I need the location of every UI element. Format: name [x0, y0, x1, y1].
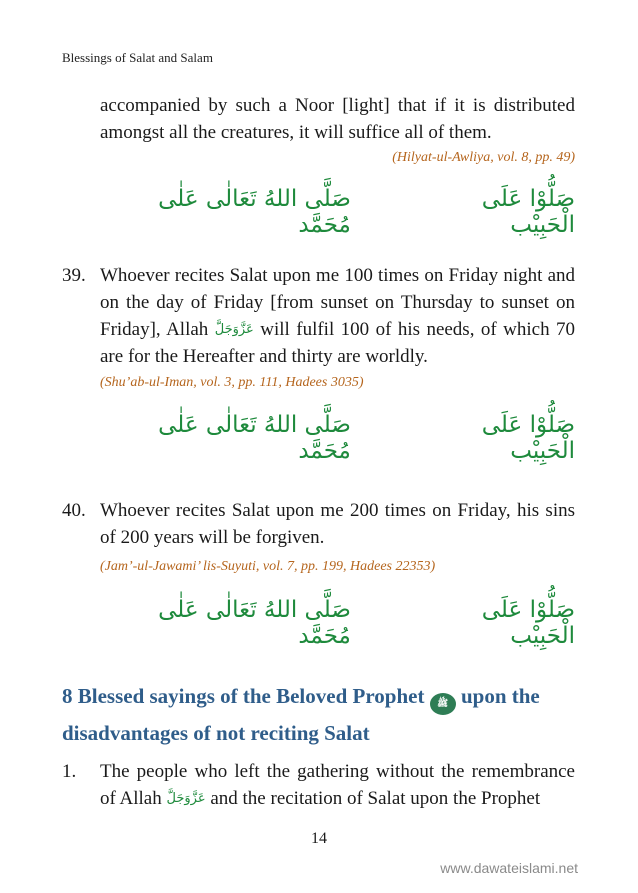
- item-text: [100, 758, 575, 812]
- website-url: www.dawateislami.net: [440, 860, 578, 876]
- intro-paragraph: accompanied by such a Noor [light] that if it is distributed amongst all the creatures, it will suffice all of them.: [100, 95, 575, 143]
- item-text: [100, 262, 575, 370]
- heading-text-before: 8 Blessed sayings of the Beloved Prophet: [62, 684, 425, 708]
- heading-text-after: upon the disadvantages of not reciting Salat: [62, 684, 540, 745]
- durood-right: صَلُّوْا عَلَى الْحَبِيْب: [481, 186, 575, 238]
- item-number: 1.: [62, 761, 77, 782]
- item-number: 40.: [62, 500, 86, 521]
- item-text-before: Whoever recites Salat upon me 100 times on Friday night and on the day of Friday [from sunset on Thursday to sunset on Friday], Allah: [100, 265, 575, 340]
- durood-left: صَلَّى اللهُ تَعَالٰى عَلٰى مُحَمَّد: [158, 186, 351, 238]
- item-39-reference: (Shu’ab-ul-Iman, vol. 3, pp. 111, Hadees 3035): [100, 375, 364, 390]
- honorific-text: عَزَّوَجَلَّ: [214, 322, 254, 337]
- durood-left: صَلَّى اللهُ تَعَالٰى عَلٰى مُحَمَّد: [158, 412, 351, 464]
- item-text-before: The people who left the gathering without the remembrance of Allah: [100, 761, 575, 809]
- durood-left: صَلَّى اللهُ تَعَالٰى عَلٰى مُحَمَّد: [158, 597, 351, 649]
- durood-line-2: [100, 412, 575, 464]
- durood-line-3: [100, 597, 575, 649]
- item-text-after: will fulfil 100 of his needs, of which 70 are for the Hereafter and thirty are worldly.: [100, 319, 576, 367]
- list-item-39: [62, 262, 575, 370]
- running-head: Blessings of Salat and Salam: [62, 50, 213, 65]
- item-text-after: and the recitation of Salat upon the Prophet: [210, 788, 541, 809]
- section-heading: [62, 678, 582, 751]
- item-number: 39.: [62, 265, 86, 286]
- item-40-reference: (Jam’-ul-Jawami’ lis-Suyuti, vol. 7, pp. 199, Hadees 22353): [100, 559, 436, 574]
- durood-line-1: [100, 186, 575, 238]
- durood-right: صَلُّوْا عَلَى الْحَبِيْب: [481, 597, 575, 649]
- item-text: Whoever recites Salat upon me 200 times on Friday, his sins of 200 years will be forgiven.: [100, 500, 575, 548]
- page-number: 14: [311, 830, 327, 847]
- prophet-seal-icon: ﷺ: [430, 693, 456, 715]
- durood-right: صَلُّوْا عَلَى الْحَبِيْب: [481, 412, 575, 464]
- list-item-1: [62, 758, 575, 812]
- list-item-40: [62, 497, 575, 551]
- intro-reference: (Hilyat-ul-Awliya, vol. 8, pp. 49): [392, 150, 575, 165]
- honorific-text: عَزَّوَجَلَّ: [166, 791, 206, 806]
